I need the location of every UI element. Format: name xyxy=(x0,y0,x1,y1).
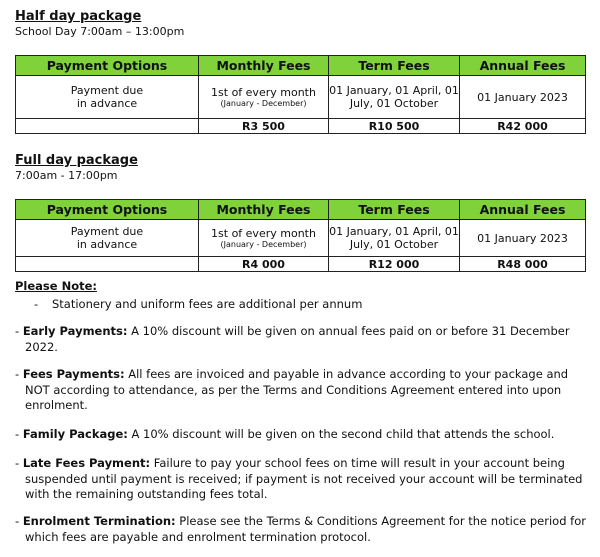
notes-heading: Please Note: xyxy=(15,279,97,293)
table-row xyxy=(16,76,586,119)
note-fees-payments: - Fees Payments: All fees are invoiced and payable in advance according to your package and NOT according to attendance, as per the Terms and Conditions Agreement entered into upon enrolment. xyxy=(15,367,590,414)
note-text: 2022. xyxy=(25,339,58,354)
monthly-line: 1st of every month xyxy=(211,226,316,240)
payment-line: in advance xyxy=(76,238,138,251)
note-label: Early Payments: xyxy=(22,324,128,338)
col-payment-options: Payment Options xyxy=(16,56,199,76)
table-row xyxy=(16,257,586,272)
note-family-package: - Family Package: A 10% discount will be given on the second child that attends the school. xyxy=(15,427,555,441)
payment-cell xyxy=(16,76,199,119)
payment-cell xyxy=(16,220,199,257)
note-label: Late Fees Payment: xyxy=(22,456,151,470)
col-annual-fees: Annual Fees xyxy=(460,200,586,220)
annual-cell: 01 January 2023 xyxy=(460,220,586,257)
dash-glyph: - xyxy=(34,297,39,311)
half-day-fees-table xyxy=(15,55,586,134)
term-amount: R12 000 xyxy=(329,257,460,272)
note-text: A 10% discount will be given on the second child that attends the school. xyxy=(127,427,555,441)
note-label: Fees Payments: xyxy=(22,367,125,381)
annual-cell: 01 January 2023 xyxy=(460,76,586,119)
full-day-hours: 7:00am - 17:00pm xyxy=(15,169,118,182)
payment-line: in advance xyxy=(76,97,138,110)
term-cell xyxy=(329,220,460,257)
payment-line: Payment due xyxy=(70,84,144,97)
note-label: Enrolment Termination: xyxy=(22,514,176,528)
table-row xyxy=(16,220,586,257)
note-label: Family Package: xyxy=(22,427,128,441)
blank-cell xyxy=(16,257,199,272)
note-text: All fees are invoiced and payable in advance according to your package and xyxy=(124,367,569,381)
monthly-cell xyxy=(199,76,329,119)
note-text: Please see the Terms & Conditions Agreement for the notice period for xyxy=(175,514,586,528)
table-row xyxy=(16,119,586,134)
half-day-hours: School Day 7:00am – 13:00pm xyxy=(15,25,185,38)
note-enrolment-termination: - Enrolment Termination: Please see the Terms & Conditions Agreement for the notice period for which fees are payable and enrolment termination protocol. xyxy=(15,514,590,545)
note-text: suspended until payment is received; if payment is not received your account will be terminated with the remaining outstanding fees total. xyxy=(25,471,583,501)
table-header-row xyxy=(16,200,586,220)
blank-cell xyxy=(16,119,199,134)
note-text: NOT according to attendance, as per the Terms and Conditions Agreement entered into upon enrolment. xyxy=(25,382,562,412)
col-annual-fees: Annual Fees xyxy=(460,56,586,76)
col-monthly-fees: Monthly Fees xyxy=(199,200,329,220)
full-day-title: Full day package xyxy=(15,153,138,168)
term-amount: R10 500 xyxy=(329,119,460,134)
note-text: A 10% discount will be given on annual fees paid on or before 31 December xyxy=(127,324,570,338)
note-late-fees: - Late Fees Payment: Failure to pay your school fees on time will result in your account being suspended until payment is received; if payment is not received your account will be terminated with the remaining outstanding fees total. xyxy=(15,456,590,503)
term-line: July, 01 October xyxy=(349,238,439,251)
term-line: 01 January, 01 April, 01 xyxy=(329,84,459,97)
notes-bullet xyxy=(34,297,362,311)
monthly-cell xyxy=(199,220,329,257)
annual-amount: R42 000 xyxy=(460,119,586,134)
monthly-amount: R3 500 xyxy=(199,119,329,134)
col-payment-options: Payment Options xyxy=(16,200,199,220)
monthly-range: (January - December) xyxy=(220,239,307,249)
col-term-fees: Term Fees xyxy=(329,200,460,220)
monthly-range: (January - December) xyxy=(220,98,307,108)
annual-amount: R48 000 xyxy=(460,257,586,272)
note-early-payments: - Early Payments: A 10% discount will be given on annual fees paid on or before 31 December 2022. xyxy=(15,324,590,355)
term-cell xyxy=(329,76,460,119)
half-day-title: Half day package xyxy=(15,9,142,24)
payment-line: Payment due xyxy=(70,225,144,238)
col-term-fees: Term Fees xyxy=(329,56,460,76)
full-day-fees-table xyxy=(15,199,586,272)
note-text: Failure to pay your school fees on time will result in your account being xyxy=(150,456,565,470)
note-text: which fees are payable and enrolment termination protocol. xyxy=(25,529,371,544)
bullet-text: Stationery and uniform fees are additional per annum xyxy=(52,297,363,311)
col-monthly-fees: Monthly Fees xyxy=(199,56,329,76)
monthly-line: 1st of every month xyxy=(211,85,316,99)
table-header-row xyxy=(16,56,586,76)
term-line: 01 January, 01 April, 01 xyxy=(329,225,459,238)
term-line: July, 01 October xyxy=(349,97,439,110)
monthly-amount: R4 000 xyxy=(199,257,329,272)
